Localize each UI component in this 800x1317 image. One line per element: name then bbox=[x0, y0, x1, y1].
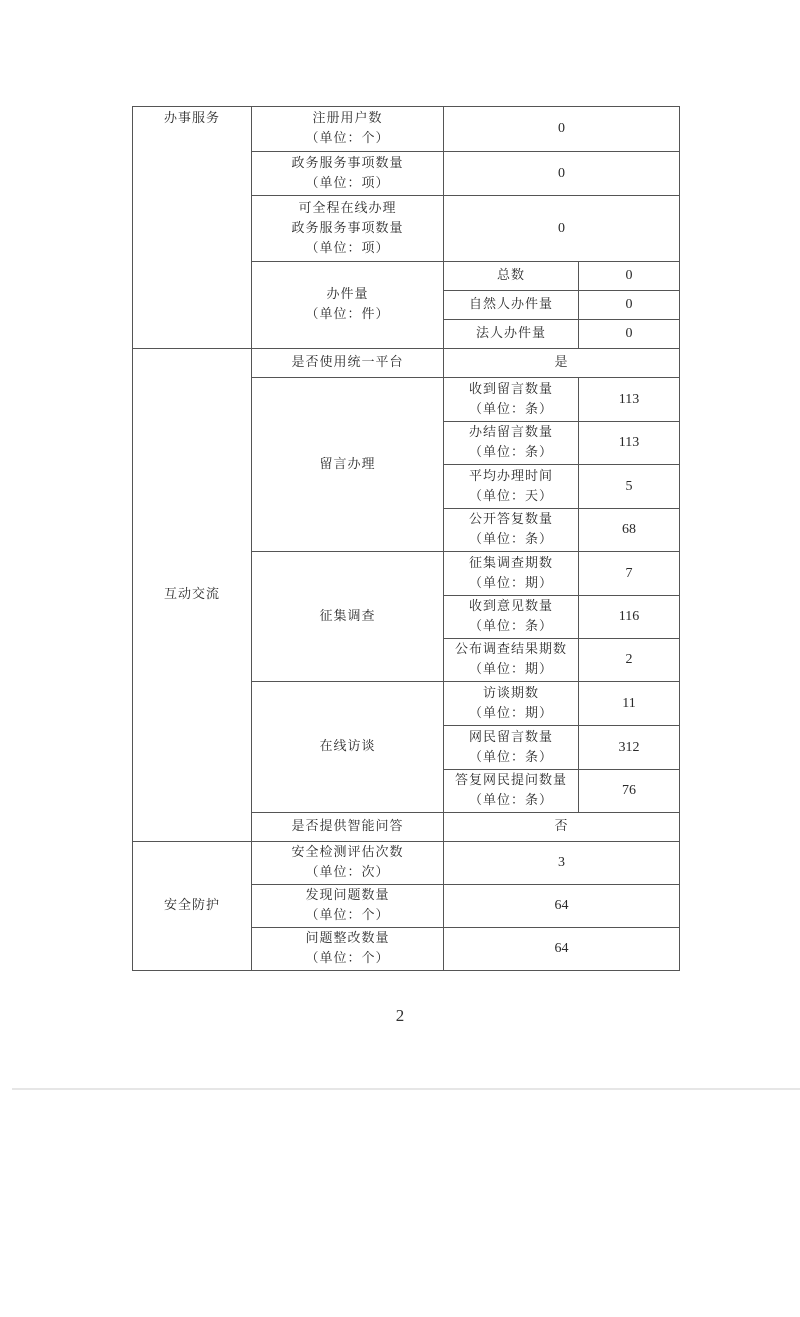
item-value: 7 bbox=[579, 552, 680, 596]
row-label: 发现问题数量 （单位：个） bbox=[252, 885, 444, 928]
page-number: 2 bbox=[395, 1006, 405, 1025]
row-label: 问题整改数量 （单位：个） bbox=[252, 928, 444, 971]
item-value: 113 bbox=[579, 378, 680, 422]
table-row bbox=[133, 107, 680, 152]
section-name-service: 办事服务 bbox=[133, 107, 252, 349]
item-value: 312 bbox=[579, 726, 680, 770]
row-value: 0 bbox=[444, 196, 680, 262]
item-label: 收到意见数量 （单位：条） bbox=[444, 596, 579, 639]
row-value: 否 bbox=[444, 813, 680, 842]
row-value: 是 bbox=[444, 349, 680, 378]
item-label: 访谈期数 （单位：期） bbox=[444, 682, 579, 726]
section-name-security: 安全防护 bbox=[133, 842, 252, 971]
row-label: 办件量 （单位：件） bbox=[252, 262, 444, 349]
row-value: 64 bbox=[444, 928, 680, 971]
row-label: 政务服务事项数量 （单位：项） bbox=[252, 152, 444, 196]
item-value: 68 bbox=[579, 509, 680, 552]
table-row bbox=[133, 349, 680, 378]
sub-label: 自然人办件量 bbox=[444, 291, 579, 320]
row-value: 0 bbox=[444, 107, 680, 152]
row-label: 安全检测评估次数 （单位：次） bbox=[252, 842, 444, 885]
table-row bbox=[133, 842, 680, 885]
item-label: 平均办理时间 （单位：天） bbox=[444, 465, 579, 509]
scan-edge-line bbox=[12, 1088, 800, 1090]
row-label: 注册用户数 （单位：个） bbox=[252, 107, 444, 152]
item-label: 公布调查结果期数 （单位：期） bbox=[444, 639, 579, 682]
row-label: 是否使用统一平台 bbox=[252, 349, 444, 378]
row-value: 0 bbox=[444, 152, 680, 196]
row-label: 可全程在线办理 政务服务事项数量 （单位：项） bbox=[252, 196, 444, 262]
item-label: 网民留言数量 （单位：条） bbox=[444, 726, 579, 770]
item-label: 征集调查期数 （单位：期） bbox=[444, 552, 579, 596]
item-label: 收到留言数量 （单位：条） bbox=[444, 378, 579, 422]
item-label: 办结留言数量 （单位：条） bbox=[444, 422, 579, 465]
row-value: 3 bbox=[444, 842, 680, 885]
sub-value: 0 bbox=[579, 262, 680, 291]
item-label: 公开答复数量 （单位：条） bbox=[444, 509, 579, 552]
section-name-interaction: 互动交流 bbox=[133, 349, 252, 842]
group-name: 留言办理 bbox=[252, 378, 444, 552]
row-value: 64 bbox=[444, 885, 680, 928]
group-name: 征集调查 bbox=[252, 552, 444, 682]
row-label: 是否提供智能问答 bbox=[252, 813, 444, 842]
sub-value: 0 bbox=[579, 320, 680, 349]
item-value: 113 bbox=[579, 422, 680, 465]
group-name: 在线访谈 bbox=[252, 682, 444, 813]
sub-value: 0 bbox=[579, 291, 680, 320]
item-label: 答复网民提问数量 （单位：条） bbox=[444, 770, 579, 813]
item-value: 76 bbox=[579, 770, 680, 813]
sub-label: 法人办件量 bbox=[444, 320, 579, 349]
sub-label: 总数 bbox=[444, 262, 579, 291]
item-value: 11 bbox=[579, 682, 680, 726]
statistics-table bbox=[132, 106, 680, 971]
item-value: 5 bbox=[579, 465, 680, 509]
item-value: 2 bbox=[579, 639, 680, 682]
item-value: 116 bbox=[579, 596, 680, 639]
